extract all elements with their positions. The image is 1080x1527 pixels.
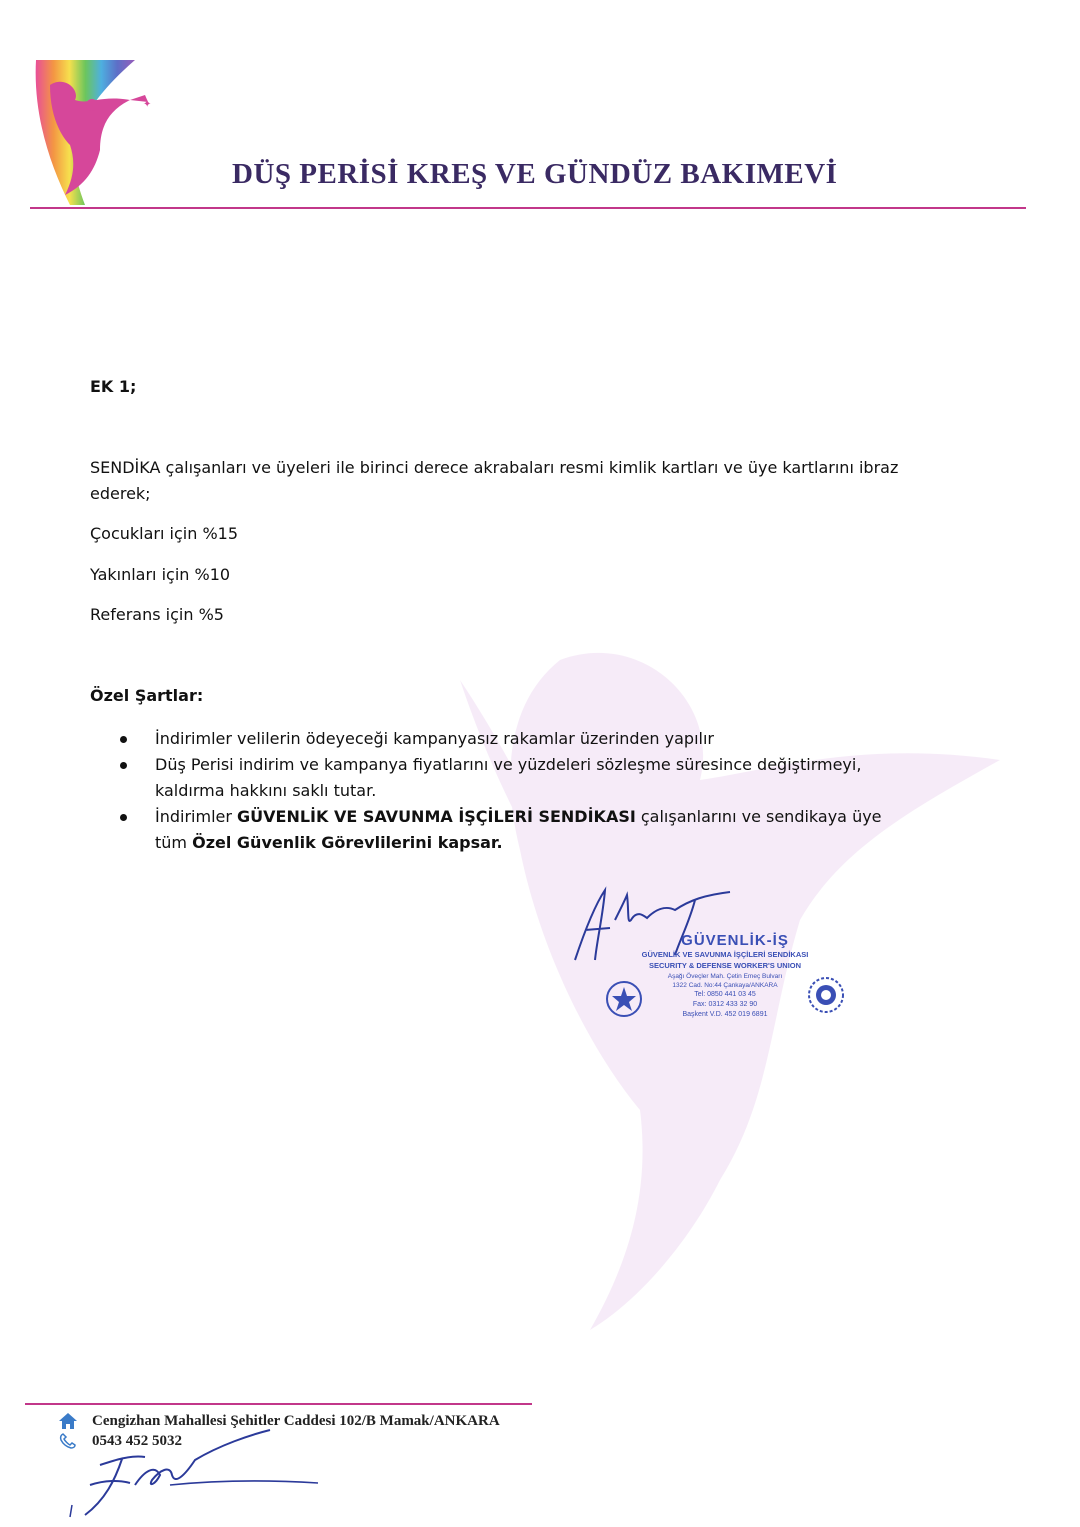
stamp-star-emblem-icon	[605, 980, 643, 1018]
bullet-icon	[120, 762, 127, 769]
header-divider	[30, 207, 1026, 209]
stamp-right-emblem-icon	[807, 976, 845, 1014]
stamp-full-name: GÜVENLİK VE SAVUNMA İŞÇİLERİ SENDİKASI	[641, 950, 809, 959]
rate-referral: Referans için %5	[90, 605, 224, 624]
special-conditions-title: Özel Şartlar:	[90, 686, 204, 705]
footer-signature-icon	[60, 1425, 330, 1520]
list-item	[120, 752, 910, 804]
list-item	[120, 726, 910, 752]
union-name: GÜVENLİK VE SAVUNMA İŞÇİLERİ SENDİKASI	[237, 807, 636, 826]
stamp-address-2: 1322 Cad. No:44 Çankaya/ANKARA	[672, 982, 778, 989]
intro-paragraph: SENDİKA çalışanları ve üyeleri ile birinci derece akrabaları resmi kimlik kartları ve üye kartlarını ibraz ederek;	[90, 458, 899, 503]
special-conditions-list	[120, 726, 910, 856]
stamp-tax: Başkent V.D. 452 019 6891	[682, 1011, 768, 1018]
list-item	[120, 804, 910, 856]
stamp-fax: Fax: 0312 433 32 90	[692, 1001, 758, 1008]
bullet-text-prefix: İndirimler	[155, 807, 238, 826]
stamp-tel: Tel: 0850 441 03 45	[694, 991, 756, 998]
rate-children: Çocukları için %15	[90, 524, 238, 543]
stamp-title: GÜVENLİK-İŞ	[681, 932, 789, 949]
bullet-icon	[120, 814, 127, 821]
footer-phone: 0543 452 5032	[92, 1433, 182, 1449]
stamp-address-1: Aşağı Öveçler Mah. Çetin Emeç Bulvarı	[667, 973, 783, 980]
rate-relatives: Yakınları için %10	[90, 565, 231, 584]
bullet-text: Düş Perisi indirim ve kampanya fiyatlarını ve yüzdeleri sözleşme süresince değiştirmeyi, kaldırma hakkını saklı tutar.	[155, 755, 862, 800]
stamp-english-name: SECURITY & DEFENSE WORKER'S UNION	[648, 961, 802, 970]
bullet-icon	[120, 736, 127, 743]
document-title: DÜŞ PERİSİ KREŞ VE GÜNDÜZ BAKIMEVİ	[232, 158, 838, 190]
union-stamp	[565, 880, 865, 1030]
annex-label: EK 1;	[90, 377, 137, 396]
fairy-rainbow-logo-icon	[30, 55, 155, 210]
svg-text:✦: ✦	[143, 99, 152, 110]
footer-divider	[25, 1403, 532, 1405]
bullet-text-middle: çalışanlarını ve sendikaya üye tüm	[155, 807, 882, 852]
guards-text: Özel Güvenlik Görevlilerini kapsar.	[192, 833, 503, 852]
bullet-text: İndirimler velilerin ödeyeceği kampanyasız rakamlar üzerinden yapılır	[155, 729, 714, 748]
footer-address: Cengizhan Mahallesi Şehitler Caddesi 102/B Mamak/ANKARA	[92, 1413, 500, 1429]
